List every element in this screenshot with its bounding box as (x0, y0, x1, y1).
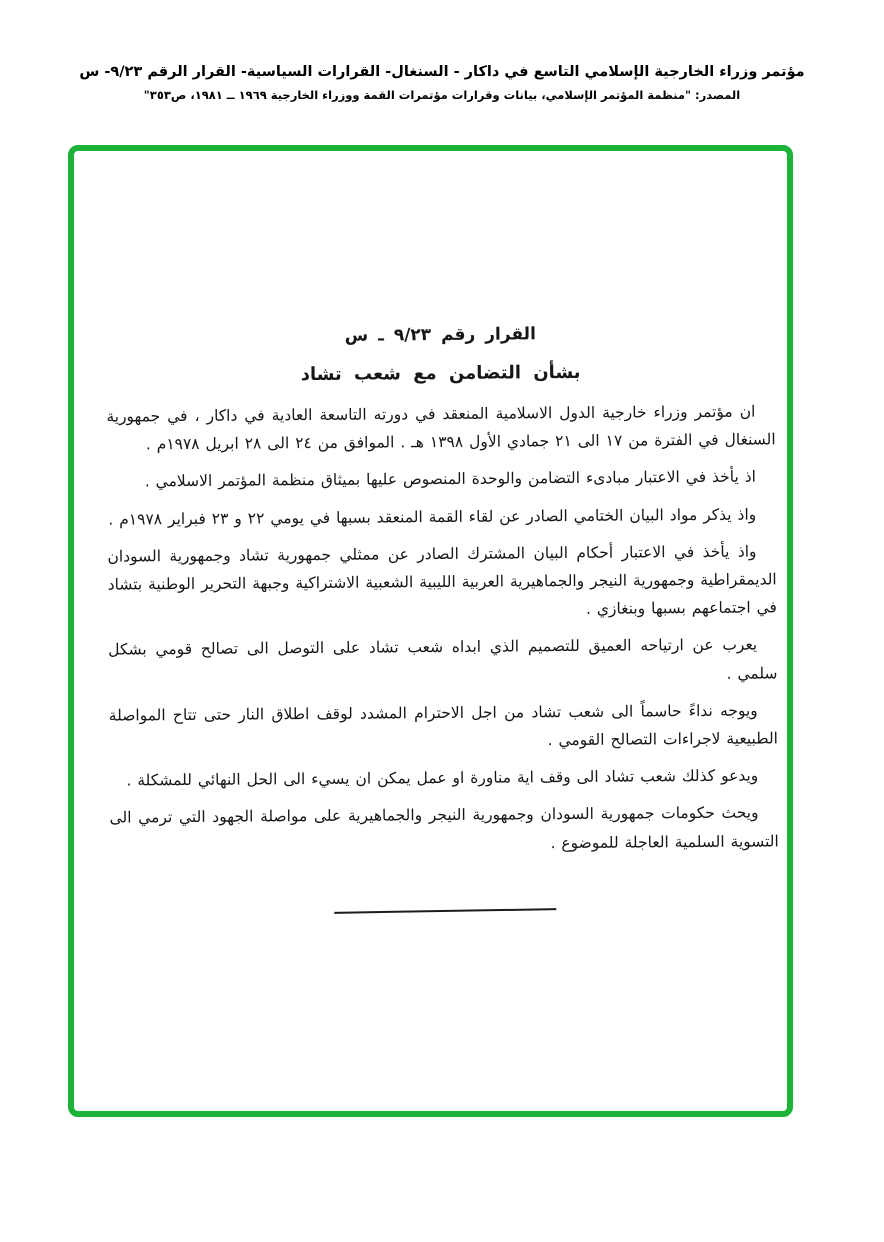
scanned-document (106, 322, 780, 914)
paragraph-considering-principles: اذ يأخذ في الاعتبار مبادىء التضامن والوحدة المنصوص عليها بميثاق منظمة المؤتمر الاسلامي . (144, 467, 756, 491)
paragraph-appeal-ceasefire: ويوجه نداءً حاسماً الى شعب تشاد من اجل الاحترام المشدد لوقف اطلاق النار حتى تتاح المواصلة الطبيعية لاجراءات التصالح القومي . (108, 701, 779, 750)
paragraph-preamble: ان مؤتمر وزراء خارجية الدول الاسلامية المنعقد في دورته التاسعة العادية في داكار ، في جمهورية السنغال في الفترة من ١٧ الى ٢١ جمادي الأول ١٣٩٨ هـ . الموافق من ٢٤ الى ٢٨ ابريل ١٩٧٨م . (106, 402, 776, 454)
paragraph-expresses-satisfaction: يعرب عن ارتياحه العميق للتصميم الذي ابداه شعب تشاد على التوصل الى تصالح قومي بشكل سلمي . (108, 635, 778, 683)
resolution-subject: بشأن التضامن مع شعب تشاد (300, 361, 581, 386)
divider-line (334, 908, 556, 914)
paragraph-urges-governments: ويحث حكومات جمهورية السودان وجمهورية النيجر والجماهيرية على مواصلة الجهود التي ترمي الى التسوية السلمية العاجلة للموضوع . (109, 803, 779, 852)
highlight-box (68, 145, 793, 1117)
header-source-line: المصدر: "منظمة المؤتمر الإسلامي، بيانات وقرارات مؤتمرات القمة ووزراء الخارجية ١٩٦٩ ــ ١٩٨١، ص٣٥٣" (143, 88, 741, 102)
header-title-line: مؤتمر وزراء الخارجية الإسلامي التاسع في داكار - السنغال- القرارات السياسية- القرار الرقم ٩/٢٣- س (79, 64, 805, 80)
paragraph-considering-joint-statement: واذ يأخذ في الاعتبار أحكام البيان المشترك الصادر عن ممثلي جمهورية تشاد وجمهورية السودان الديمقراطية وجمهورية النيجر والجماهيرية العربية الليبية الشعبية الاشتراكية وجبهة التحرير الوطنية بتشاد في اجتماعهم بسبها وبنغازي . (107, 542, 777, 619)
document-header (0, 64, 884, 102)
paragraph-calls-to-stop-maneuvers: ويدعو كذلك شعب تشاد الى وقف اية مناورة او عمل يمكن ان يسيء الى الحل النهائي للمشكلة . (126, 766, 759, 790)
paragraph-recalling-communique: واذ يذكر مواد البيان الختامي الصادر عن لقاء القمة المنعقد بسبها في يومي ٢٢ و ٢٣ فبراير ١٩٧٨م . (108, 505, 757, 529)
resolution-number-title: القرار رقم ٩/٢٣ ـ س (344, 324, 536, 346)
